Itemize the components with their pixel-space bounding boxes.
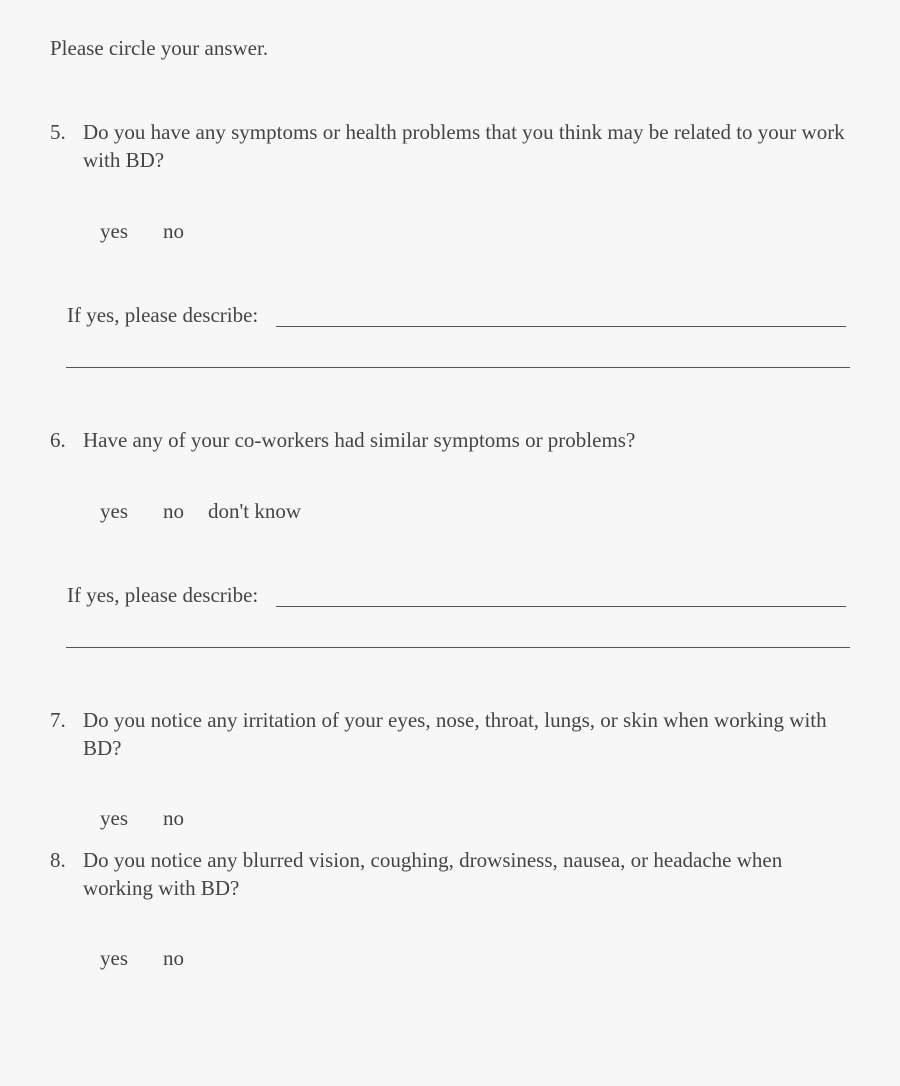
option-no[interactable]: no: [163, 946, 184, 970]
option-yes[interactable]: yes: [100, 946, 128, 970]
question-text: Do you notice any blurred vision, coughing, drowsiness, nausea, or headache when working with BD?: [83, 848, 783, 900]
question-text: Have any of your co-workers had similar symptoms or problems?: [83, 428, 636, 452]
instructions: Please circle your answer.: [50, 36, 269, 60]
option-no[interactable]: no: [163, 219, 184, 243]
option-dont-know[interactable]: don't know: [208, 499, 302, 523]
followup-label: If yes, please describe:: [67, 583, 259, 607]
describe-input-line-1[interactable]: [276, 304, 846, 327]
option-no[interactable]: no: [163, 806, 184, 830]
describe-input-line-2[interactable]: [66, 625, 850, 648]
describe-input-line-1[interactable]: [276, 584, 846, 607]
question-number: 6.: [50, 428, 66, 452]
question-number: 7.: [50, 708, 66, 732]
option-yes[interactable]: yes: [100, 806, 128, 830]
question-text: Do you have any symptoms or health problems that you think may be related to your work with BD?: [83, 120, 845, 172]
question-number: 8.: [50, 848, 66, 872]
option-yes[interactable]: yes: [100, 499, 128, 523]
followup-label: If yes, please describe:: [67, 303, 259, 327]
question-number: 5.: [50, 120, 66, 144]
option-no[interactable]: no: [163, 499, 184, 523]
option-yes[interactable]: yes: [100, 219, 128, 243]
question-text: Do you notice any irritation of your eyes, nose, throat, lungs, or skin when working with BD?: [83, 708, 827, 760]
describe-input-line-2[interactable]: [66, 345, 850, 368]
